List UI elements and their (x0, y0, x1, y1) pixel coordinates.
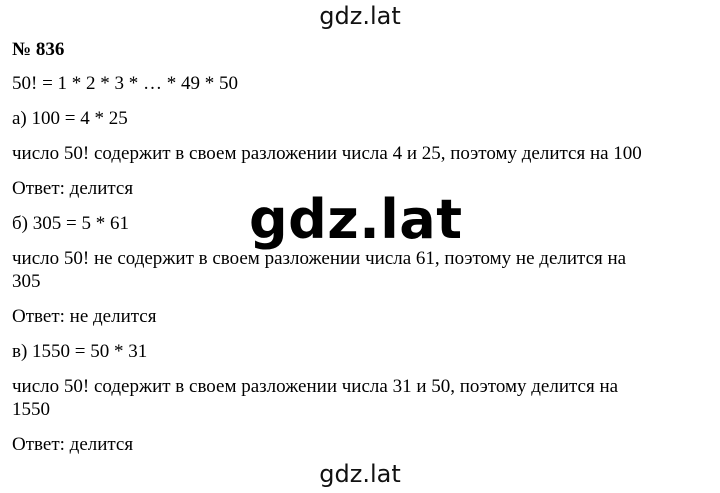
part-c-factorization: в) 1550 = 50 * 31 (12, 341, 148, 362)
part-b-explanation: число 50! не содержит в своем разложении числа 61, поэтому не делится на (12, 248, 627, 269)
watermark-bottom: gdz.lat (319, 460, 401, 488)
part-c-explanation-continued: 1550 (12, 399, 50, 420)
watermark-top: gdz.lat (319, 2, 401, 30)
part-b-explanation-continued: 305 (12, 271, 41, 292)
part-a-explanation: число 50! содержит в своем разложении числа 4 и 25, поэтому делится на 100 (12, 143, 642, 164)
part-a-factorization: а) 100 = 4 * 25 (12, 108, 128, 129)
part-b-answer: Ответ: не делится (12, 306, 157, 327)
watermark-middle: gdz.lat (249, 188, 463, 251)
problem-number: № 836 (12, 39, 65, 60)
part-a-answer: Ответ: делится (12, 178, 134, 199)
factorial-expansion: 50! = 1 * 2 * 3 * … * 49 * 50 (12, 73, 239, 94)
part-c-explanation: число 50! содержит в своем разложении числа 31 и 50, поэтому делится на (12, 376, 619, 397)
part-b-factorization: б) 305 = 5 * 61 (12, 213, 129, 234)
part-c-answer: Ответ: делится (12, 434, 134, 455)
